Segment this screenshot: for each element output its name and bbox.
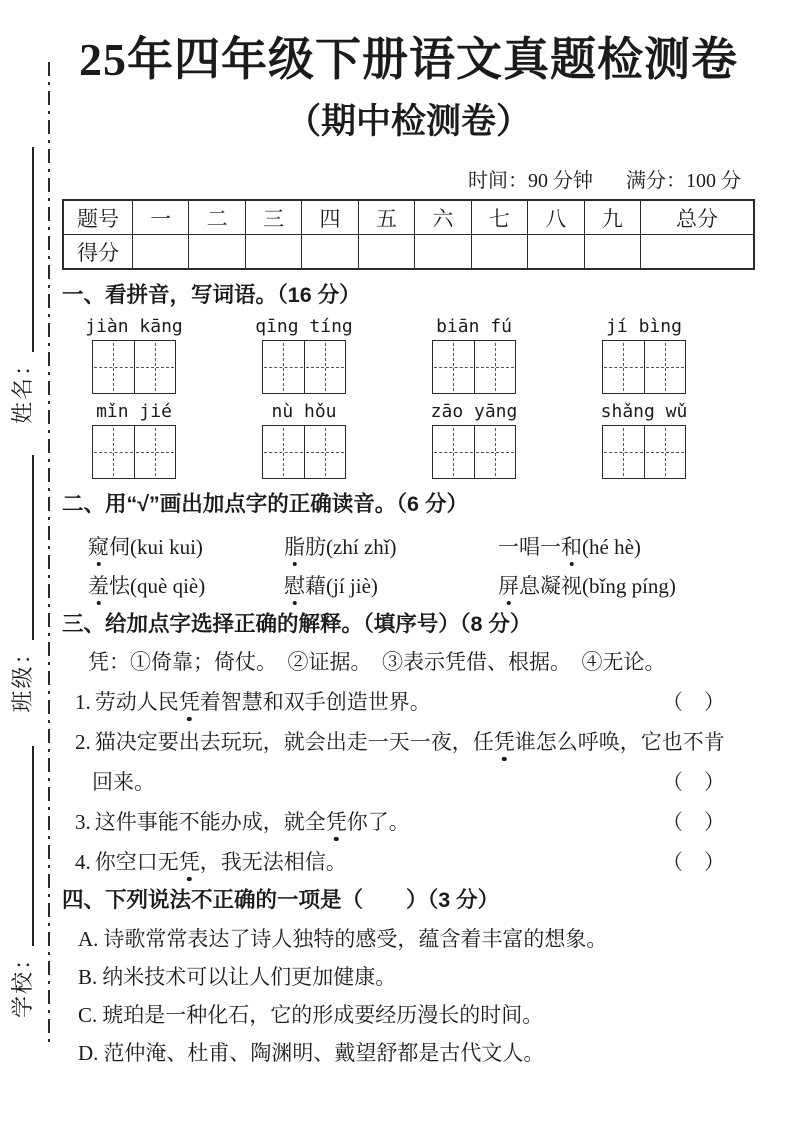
- col-header-3: 三: [245, 200, 301, 235]
- pinyin-label: zāo yāng: [430, 401, 518, 422]
- option-label: C.: [78, 1003, 98, 1027]
- item-text: ，我无法相信。: [199, 850, 347, 874]
- col-header-6: 六: [415, 200, 471, 235]
- pinyin-group: [255, 316, 353, 394]
- question-text: [75, 849, 347, 875]
- col-header-7: 七: [471, 200, 527, 235]
- dotted-char: 凭: [178, 690, 200, 714]
- section-three-heading: 三、给加点字选择正确的解释。（填序号）（8 分）: [62, 612, 532, 636]
- question-text: [75, 729, 725, 755]
- col-header-4: 四: [302, 200, 358, 235]
- col-header-2: 二: [189, 200, 245, 235]
- definitions-line: 凭：①倚靠；倚仗。 ②证据。 ③表示凭借、根据。 ④无论。: [88, 650, 666, 674]
- question-number: 2.: [75, 730, 91, 754]
- col-header-9: 九: [584, 200, 641, 235]
- option-label: A.: [78, 927, 99, 951]
- writing-box: [602, 340, 686, 394]
- section-two-heading: 二、用“√”画出加点字的正确读音。（6 分）: [62, 492, 468, 516]
- student-info-sidebar: [6, 147, 37, 1018]
- school-label: 学校：: [10, 945, 35, 1018]
- dotted-char: 屏: [498, 574, 519, 598]
- pinyin-label: biān fú: [436, 316, 512, 337]
- dotted-char: 脂: [284, 535, 305, 559]
- pinyin-group: [602, 317, 686, 394]
- option-a: [62, 926, 755, 952]
- item-text: (hé hè): [582, 535, 641, 559]
- question-number-header: 题号: [63, 200, 133, 235]
- pinyin-group: [262, 402, 346, 479]
- school-blank-line: [10, 746, 34, 946]
- answer-blank: （ ）: [662, 770, 725, 794]
- item-text: 伺(kui kui): [109, 535, 203, 559]
- exam-content: [62, 0, 755, 1066]
- item-text: 着智慧和双手创造世界。: [199, 690, 431, 714]
- pinyin-label: mǐn jié: [96, 401, 172, 422]
- dotted-char: 慰: [284, 574, 305, 598]
- question-number: 1.: [75, 690, 91, 714]
- pinyin-row-1: [62, 317, 755, 394]
- question-item-4: [62, 849, 755, 875]
- pinyin-label: qīng tíng: [255, 316, 353, 337]
- question-item-2-line2: [62, 769, 755, 795]
- option-label: D.: [78, 1041, 99, 1065]
- pronunciation-grid: [62, 534, 755, 599]
- option-d: [62, 1040, 755, 1066]
- pronunciation-item: [498, 573, 755, 599]
- option-text: 纳米技术可以让人们更加健康。: [102, 965, 397, 989]
- option-b: [62, 964, 755, 990]
- question-number: 4.: [75, 850, 91, 874]
- pinyin-label: nù hǒu: [271, 401, 337, 422]
- writing-box: [432, 340, 516, 394]
- writing-box: [262, 425, 346, 479]
- writing-box: [92, 425, 176, 479]
- question-text: [75, 809, 410, 835]
- total-score-header: 总分: [641, 200, 755, 235]
- pinyin-label: shǎng wǔ: [600, 401, 688, 422]
- total-score-cell: [641, 235, 755, 270]
- pinyin-group: [85, 316, 183, 394]
- pinyin-label: jiàn kāng: [85, 316, 183, 337]
- question-text-continuation: 回来。: [92, 770, 155, 794]
- item-text: 劳动人民: [94, 690, 179, 714]
- section-four-heading: 四、下列说法不正确的一项是（ ）（3 分）: [62, 888, 500, 912]
- question-text: [75, 689, 431, 715]
- pinyin-group: [92, 402, 176, 479]
- option-text: 范仲淹、杜甫、陶渊明、戴望舒都是古代文人。: [103, 1041, 545, 1065]
- answer-blank: （ ）: [662, 690, 725, 714]
- exam-meta: [62, 164, 755, 193]
- col-header-1: 一: [133, 200, 189, 235]
- dotted-char: 凭: [325, 810, 347, 834]
- binding-dashdot-line: [48, 62, 50, 1044]
- score-cell: [245, 235, 301, 270]
- pronunciation-item: [284, 573, 498, 599]
- score-cell: [584, 235, 641, 270]
- dotted-char: 窥: [88, 535, 109, 559]
- option-text: 琥珀是一种化石，它的形成要经历漫长的时间。: [102, 1003, 544, 1027]
- question-number: 3.: [75, 810, 91, 834]
- score-cell: [528, 235, 584, 270]
- item-text: 一唱一: [498, 535, 561, 559]
- col-header-5: 五: [358, 200, 414, 235]
- score-table-header-row: [63, 200, 754, 235]
- item-text: 这件事能不能办成，就全: [94, 810, 326, 834]
- time-limit: 时间：90 分钟: [468, 170, 593, 192]
- score-cell: [415, 235, 471, 270]
- question-item-2-line1: [62, 729, 755, 755]
- writing-box: [92, 340, 176, 394]
- score-cell: [471, 235, 527, 270]
- score-table: [62, 199, 755, 270]
- answer-blank: （ ）: [662, 850, 725, 874]
- option-c: [62, 1002, 755, 1028]
- score-row-label: 得分: [63, 235, 133, 270]
- score-table-score-row: [63, 235, 754, 270]
- option-text: 诗歌常常表达了诗人独特的感受，蕴含着丰富的想象。: [103, 927, 608, 951]
- class-blank-line: [10, 455, 34, 640]
- question-item-1: [62, 689, 755, 715]
- pinyin-group: [602, 402, 686, 479]
- pronunciation-item: [88, 573, 284, 599]
- pinyin-group: [432, 402, 516, 479]
- dotted-char: 凭: [178, 850, 200, 874]
- item-text: 你空口无: [94, 850, 179, 874]
- full-score: 满分：100 分: [626, 170, 741, 192]
- pinyin-group: [432, 317, 516, 394]
- name-label: 姓名：: [10, 351, 35, 424]
- item-text: 藉(jí jiè): [305, 574, 378, 598]
- dotted-char: 和: [561, 535, 582, 559]
- item-text: 息凝视(bǐng píng): [519, 574, 676, 598]
- item-text: 猫决定要出去玩玩，就会出走一天一夜，任: [94, 730, 494, 754]
- page-title: 25年四年级下册语文真题检测卷: [79, 34, 738, 85]
- page-subtitle: （期中检测卷）: [285, 102, 531, 141]
- writing-box: [432, 425, 516, 479]
- pronunciation-item: [284, 534, 498, 560]
- option-label: B.: [78, 965, 98, 989]
- item-text: 谁怎么呼唤，它也不肯: [514, 730, 725, 754]
- dotted-char: 羞: [88, 574, 109, 598]
- pronunciation-item: [88, 534, 284, 560]
- pinyin-label: jí bìng: [606, 316, 682, 337]
- col-header-8: 八: [528, 200, 584, 235]
- question-item-3: [62, 809, 755, 835]
- dotted-char: 凭: [493, 730, 515, 754]
- writing-box: [262, 340, 346, 394]
- class-label: 班级：: [10, 640, 35, 713]
- name-blank-line: [10, 147, 34, 352]
- section-one-heading: 一、看拼音，写词语。（16 分）: [62, 283, 361, 307]
- item-text: 你了。: [346, 810, 410, 834]
- score-cell: [189, 235, 245, 270]
- answer-blank: （ ）: [662, 810, 725, 834]
- pinyin-row-2: [62, 402, 755, 479]
- score-cell: [358, 235, 414, 270]
- item-text: 肪(zhí zhǐ): [305, 535, 397, 559]
- score-cell: [133, 235, 189, 270]
- pronunciation-item: [498, 534, 755, 560]
- item-text: 怯(què qiè): [109, 574, 206, 598]
- score-cell: [302, 235, 358, 270]
- writing-box: [602, 425, 686, 479]
